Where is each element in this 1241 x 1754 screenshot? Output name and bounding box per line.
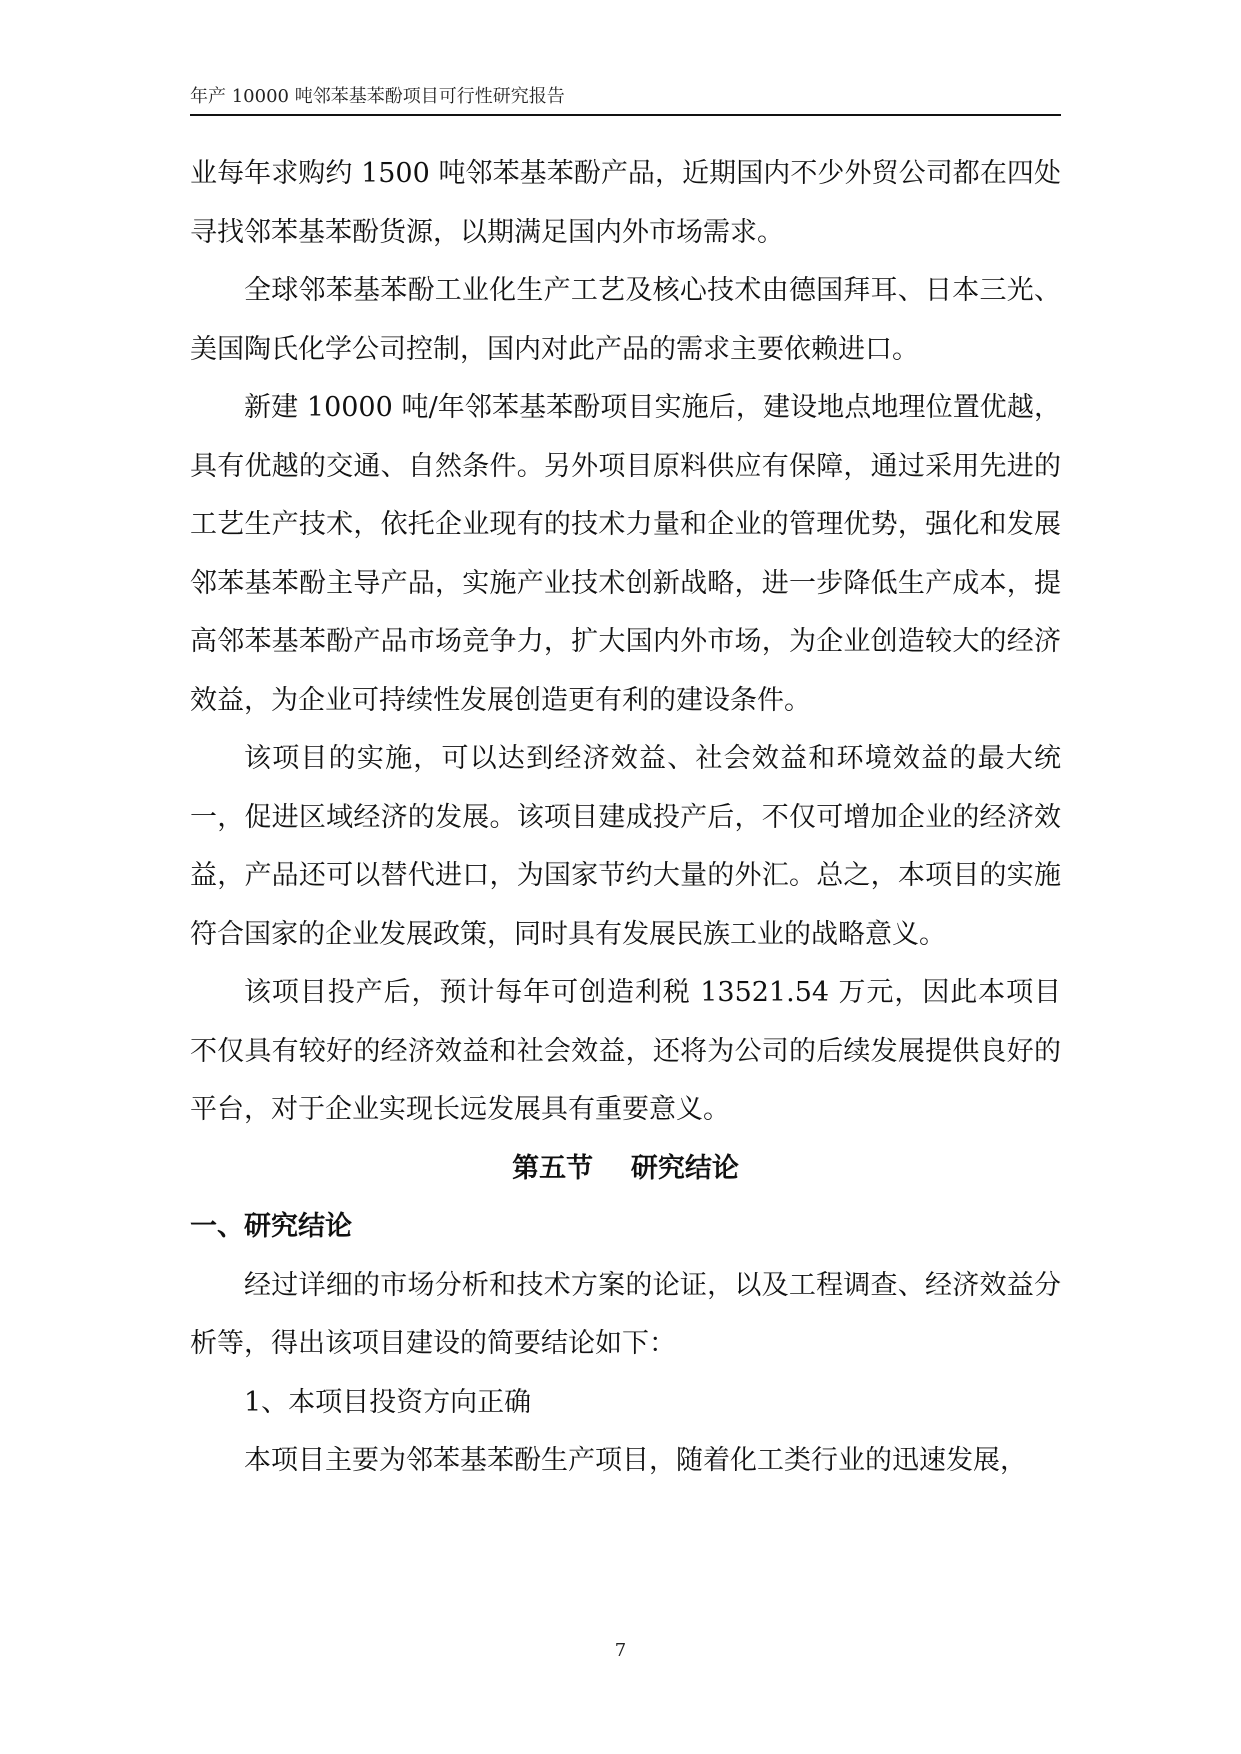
conclusion-item-1: 1、本项目投资方向正确 — [244, 1386, 532, 1418]
paragraph-implementation-impact: 该项目的实施，可以达到经济效益、社会效益和环境效益的最大统一，促进区域经济的发展。该项目建成投产后，不仅可增加企业的经济效益，产品还可以替代进口，为国家节约大量的外汇。总之，本项目的实施符合国家的企业发展政策，同时具有发展民族工业的战略意义。 — [190, 743, 1061, 950]
page-header — [190, 86, 1061, 116]
paragraph-global-technology: 全球邻苯基苯酚工业化生产工艺及核心技术由德国拜耳、日本三光、美国陶氏化学公司控制，国内对此产品的需求主要依赖进口。 — [190, 275, 1061, 365]
header-title: 年产 10000 吨邻苯基苯酚项目可行性研究报告 — [190, 86, 565, 107]
paragraph-profit-tax: 该项目投产后，预计每年可创造利税 13521.54 万元，因此本项目不仅具有较好的经济效益和社会效益，还将为公司的后续发展提供良好的平台，对于企业实现长远发展具有重要意义。 — [190, 977, 1061, 1125]
section-heading — [190, 1140, 1061, 1199]
page-number: 7 — [614, 1640, 627, 1661]
document-body — [190, 145, 1061, 1491]
paragraph-conclusion-intro: 经过详细的市场分析和技术方案的论证，以及工程调查、经济效益分析等，得出该项目建设的简要结论如下： — [190, 1269, 1061, 1359]
paragraph-continuation: 业每年求购约 1500 吨邻苯基苯酚产品，近期国内不少外贸公司都在四处寻找邻苯基苯酚货源，以期满足国内外市场需求。 — [190, 158, 1061, 248]
subsection-heading: 一、研究结论 — [190, 1211, 352, 1242]
section-title: 研究结论 — [630, 1152, 739, 1184]
paragraph-item-1-text: 本项目主要为邻苯基苯酚生产项目，随着化工类行业的迅速发展， — [244, 1445, 1027, 1476]
section-number: 第五节 — [512, 1152, 594, 1184]
paragraph-project-benefits: 新建 10000 吨/年邻苯基苯酚项目实施后，建设地点地理位置优越，具有优越的交通、自然条件。另外项目原料供应有保障，通过采用先进的工艺生产技术，依托企业现有的技术力量和企业的管理优势，强化和发展邻苯基苯酚主导产品，实施产业技术创新战略，进一步降低生产成本，提高邻苯基苯酚产品市场竞争力，扩大国内外市场，为企业创造较大的经济效益，为企业可持续性发展创造更有利的建设条件。 — [190, 392, 1061, 716]
